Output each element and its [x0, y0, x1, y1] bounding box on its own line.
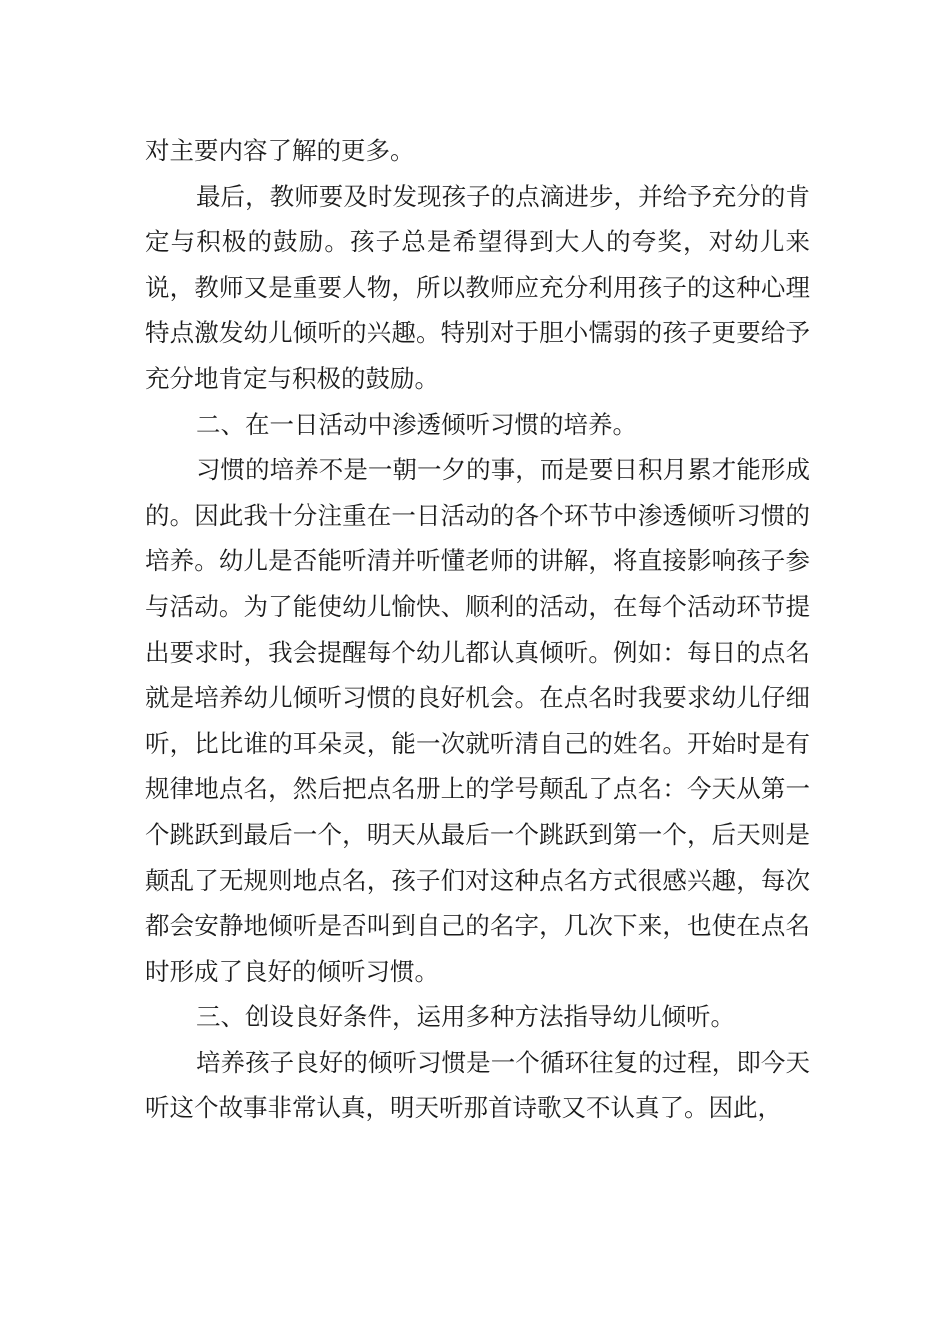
- section-heading-2: 二、在一日活动中渗透倾听习惯的培养。: [196, 409, 637, 439]
- section-heading-3: 三、创设良好条件，运用多种方法指导幼儿倾听。: [196, 1002, 735, 1032]
- document-body: [145, 128, 810, 1131]
- paragraph-daily-activities: 习惯的培养不是一朝一夕的事，而是要日积月累才能形成的。因此我十分注重在一日活动的各个环节中渗透倾听习惯的培养。幼儿是否能听清并听懂老师的讲解，将直接影响孩子参与活动。为了能使幼儿愉快、顺利的活动，在每个活动环节提出要求时，我会提醒每个幼儿都认真倾听。例如：每日的点名就是培养幼儿倾听习惯的良好机会。在点名时我要求幼儿仔细听，比比谁的耳朵灵，能一次就听清自己的姓名。开始时是有规律地点名，然后把点名册上的学号颠乱了点名：今天从第一个跳跃到最后一个，明天从最后一个跳跃到第一个，后天则是颠乱了无规则地点名，孩子们对这种点名方式很感兴趣，每次都会安静地倾听是否叫到自己的名字，几次下来，也使在点名时形成了良好的倾听习惯。: [145, 455, 810, 986]
- paragraph-listening-habits: 培养孩子良好的倾听习惯是一个循环往复的过程，即今天听这个故事非常认真，明天听那首诗歌又不认真了。因此，: [145, 1047, 810, 1123]
- paragraph-continuation: 对主要内容了解的更多。: [145, 136, 415, 165]
- paragraph-encouragement: 最后，教师要及时发现孩子的点滴进步，并给予充分的肯定与积极的鼓励。孩子总是希望得到大人的夸奖，对幼儿来说，教师又是重要人物，所以教师应充分利用孩子的这种心理特点激发幼儿倾听的兴趣。特别对于胆小懦弱的孩子更要给予充分地肯定与积极的鼓励。: [145, 181, 810, 393]
